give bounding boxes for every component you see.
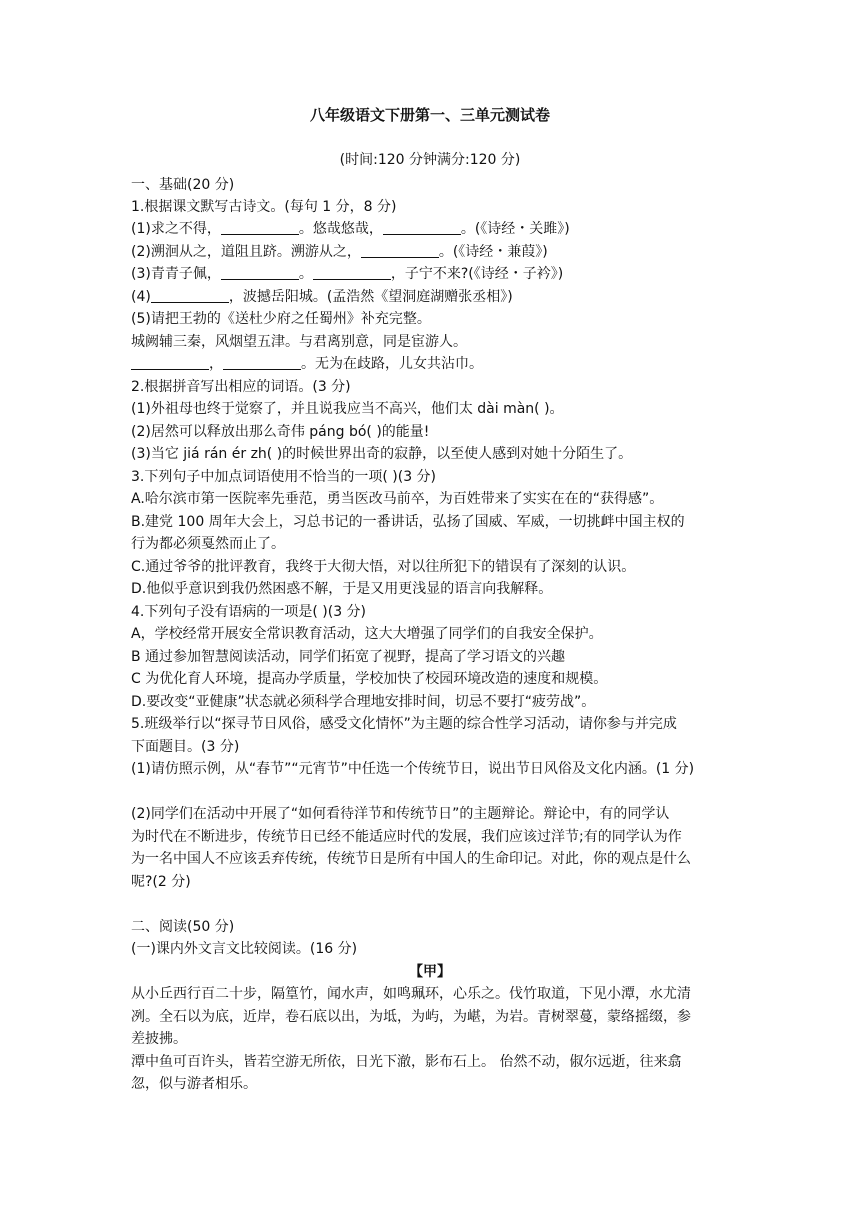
question-5-part-1: (1)请仿照示例，从“春节”“元宵节”中任选一个传统节日，说出节日风俗及文化内涵。(1 分) (131, 761, 695, 777)
exam-time-info: (时间:120 分钟满分:120 分) (339, 152, 521, 168)
question-2-prompt: 2.根据拼音写出相应的词语。(3 分) (131, 379, 351, 395)
answer-blank[interactable] (221, 265, 299, 280)
answer-blank[interactable] (361, 243, 439, 258)
question-1-line-5: (5)请把王勃的《送杜少府之任蜀州》补充完整。 (131, 311, 431, 327)
question-4-option-c: C 为优化育人环境，提高办学质量，学校加快了校园环境改造的速度和规模。 (131, 671, 608, 687)
question-5-part-2-line: 呢?(2 分) (131, 874, 191, 890)
question-3-option-b: B.建党 100 周年大会上，习总书记的一番讲话，弘扬了国威、军威，一切挑衅中国主权的 (131, 514, 685, 530)
passage-text: 忽，似与游者相乐。 (131, 1076, 257, 1092)
question-3-option-d: D.他似乎意识到我仍然困惑不解，于是又用更浅显的语言向我解释。 (131, 581, 553, 597)
answer-blank[interactable] (223, 355, 301, 370)
answer-blank[interactable] (221, 220, 299, 235)
question-1-prompt: 1.根据课文默写古诗文。(每句 1 分，8 分) (131, 199, 397, 215)
question-5-part-2-line: 为一名中国人不应该丢弃传统，传统节日是所有中国人的生命印记。对此，你的观点是什么 (131, 851, 691, 867)
question-3-prompt: 3.下列句子中加点词语使用不恰当的一项( )(3 分) (131, 469, 437, 485)
question-3-option-b-cont: 行为都必须戛然而止了。 (131, 536, 285, 552)
section-heading-reading: 二、阅读(50 分) (131, 919, 235, 935)
question-1-line-1: (1)求之不得， 。悠哉悠哉， 。(《诗经・关雎》) (131, 221, 570, 237)
passage-label: 【甲】 (409, 964, 451, 980)
question-5-prompt: 5.班级举行以“探寻节日风俗，感受文化情怀”为主题的综合性学习活动，请你参与并完成 (131, 716, 677, 732)
question-2-item-3: (3)当它 jiá rán ér zh( )的时候世界出奇的寂静，以至使人感到对她十分陌生了。 (131, 446, 633, 462)
poem-line: 城阙辅三秦，风烟望五津。与君离别意，同是宦游人。 (131, 334, 467, 350)
question-2-item-2: (2)居然可以释放出那么奇伟 páng bó( )的能量! (131, 424, 430, 440)
question-5-part-2: (2)同学们在活动中开展了“如何看待洋节和传统节日”的主题辩论。辩论中，有的同学认 (131, 806, 670, 822)
question-4-option-d: D.要改变“亚健康”状态就必须科学合理地安排时间，切忌不要打“疲劳战”。 (131, 694, 596, 710)
passage-text: 冽。全石以为底，近岸，卷石底以出，为坻，为屿，为嵁，为岩。青树翠蔓，蒙络摇缀，参 (131, 1009, 691, 1025)
question-1-line-4: (4) ，波撼岳阳城。(孟浩然《望洞庭湖赠张丞相》) (131, 289, 513, 305)
passage-text: 差披拂。 (131, 1031, 187, 1047)
question-1-line-2: (2)溯洄从之，道阻且跻。溯游从之， 。(《诗经・兼葭》) (131, 244, 548, 260)
question-1-line-7: ， 。无为在歧路，儿女共沾巾。 (131, 353, 731, 376)
question-3-option-c: C.通过爷爷的批评教育，我终于大彻大悟，对以往所犯下的错误有了深刻的认识。 (131, 559, 636, 575)
answer-blank[interactable] (313, 265, 391, 280)
question-2-item-1: (1)外祖母也终于觉察了，并且说我应当不高兴，他们太 dài màn( )。 (131, 401, 564, 417)
answer-blank[interactable] (383, 220, 461, 235)
passage-text: 从小丘西行百二十步，隔篁竹，闻水声，如鸣珮环，心乐之。伐竹取道，下见小潭，水尤清 (131, 986, 691, 1002)
answer-blank[interactable] (131, 355, 209, 370)
passage-text: 潭中鱼可百许头，皆若空游无所依，日光下澈，影布石上。 佁然不动，俶尔远逝，往来翕 (131, 1054, 682, 1070)
question-4-option-a: A，学校经常开展安全常识教育活动，这大大增强了同学们的自我安全保护。 (131, 626, 603, 642)
question-5-part-2-line: 为时代在不断进步，传统节日已经不能适应时代的发展，我们应该过洋节;有的同学认为作 (131, 829, 682, 845)
question-4-prompt: 4.下列句子没有语病的一项是( )(3 分) (131, 604, 367, 620)
question-1-line-3: (3)青青子佩， 。 ，子宁不来?(《诗经・子衿》) (131, 266, 564, 282)
question-4-option-b: B 通过参加智慧阅读活动，同学们拓宽了视野，提高了学习语文的兴趣 (131, 649, 566, 665)
answer-blank[interactable] (151, 288, 229, 303)
question-3-option-a: A.哈尔滨市第一医院率先垂范，勇当医改马前卒，为百姓带来了实实在在的“获得感”。 (131, 491, 664, 507)
page-title: 八年级语文下册第一、三单元测试卷 (309, 106, 550, 124)
section-heading-basics: 一、基础(20 分) (131, 177, 235, 193)
question-5-prompt-cont: 下面题目。(3 分) (131, 739, 240, 755)
reading-subsection-1: (一)课内外文言文比较阅读。(16 分) (131, 941, 358, 957)
